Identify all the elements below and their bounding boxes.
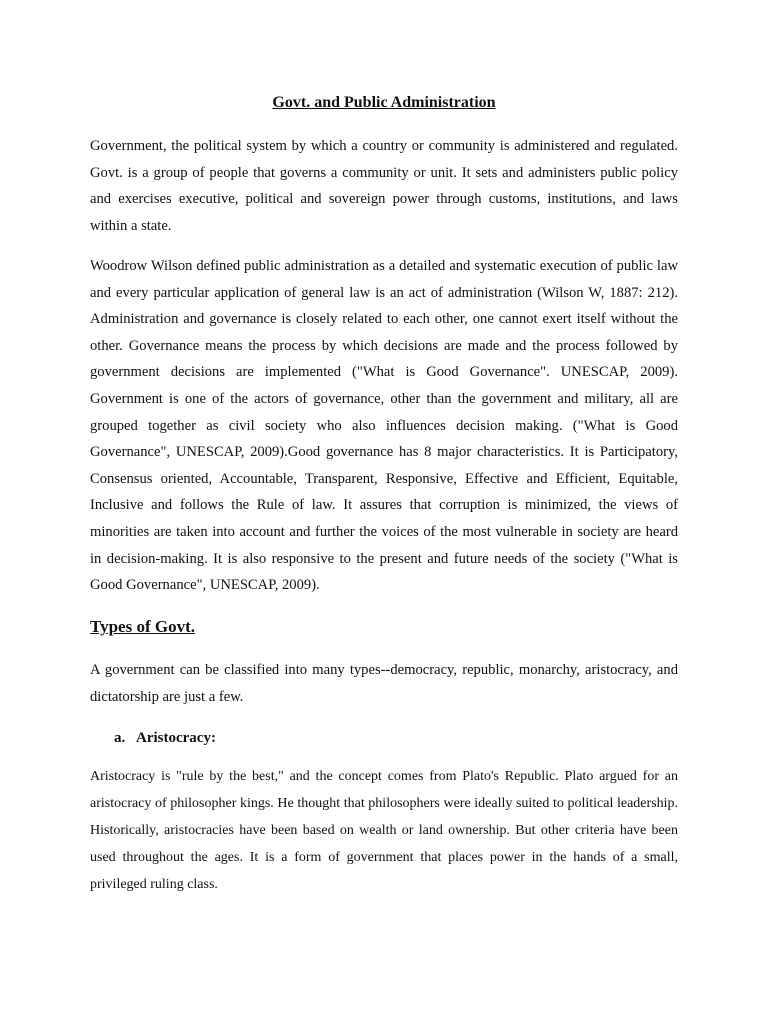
list-marker: a. <box>114 730 126 746</box>
paragraph-aristocracy: Aristocracy is "rule by the best," and the concept comes from Plato's Republic. Plato argued for an aristocracy of philosopher kings. He thought that philosophers were ideally suited to political leadership. Historically, aristocracies have been based on wealth or land ownership. But other criteria have been used throughout the ages. It is a form of government that places power in the hands of a small, privileged ruling class. <box>90 769 678 892</box>
paragraph-government-types: A government can be classified into many types--democracy, republic, monarchy, aristocracy, and dictatorship are just a few. <box>90 662 678 705</box>
document-title: Govt. and Public Administration <box>272 94 496 111</box>
subheading-aristocracy <box>114 730 216 747</box>
paragraph-public-administration: Woodrow Wilson defined public administration as a detailed and systematic execution of public law and every particular application of general law is an act of administration (Wilson W, 1887: 212). Administration and governance is closely related to each other, one cannot exert itself without the other. Governance means the process by which decisions are made and the process followed by government decisions are implemented ("What is Good Governance". UNESCAP, 2009). Government is one of the actors of governance, other than the government and military, all are grouped together as civil society who also influences decision making. ("What is Good Governance", UNESCAP, 2009).Good governance has 8 major characteristics. It is Participatory, Consensus oriented, Accountable, Transparent, Responsive, Effective and Efficient, Equitable, Inclusive and follows the Rule of law. It assures that corruption is minimized, the views of minorities are taken into account and further the voices of the most vulnerable in society are heard in decision-making. It is also responsive to the present and future needs of the society ("What is Good Governance", UNESCAP, 2009). <box>90 258 678 594</box>
paragraph-government-definition: Government, the political system by which a country or community is administered and regulated. Govt. is a group of people that governs a community or unit. It sets and administers public policy and exercises executive, political and sovereign power through customs, institutions, and laws within a state. <box>90 138 678 234</box>
section-heading-types-of-govt: Types of Govt. <box>90 617 195 636</box>
subheading-label: Aristocracy: <box>136 730 216 746</box>
